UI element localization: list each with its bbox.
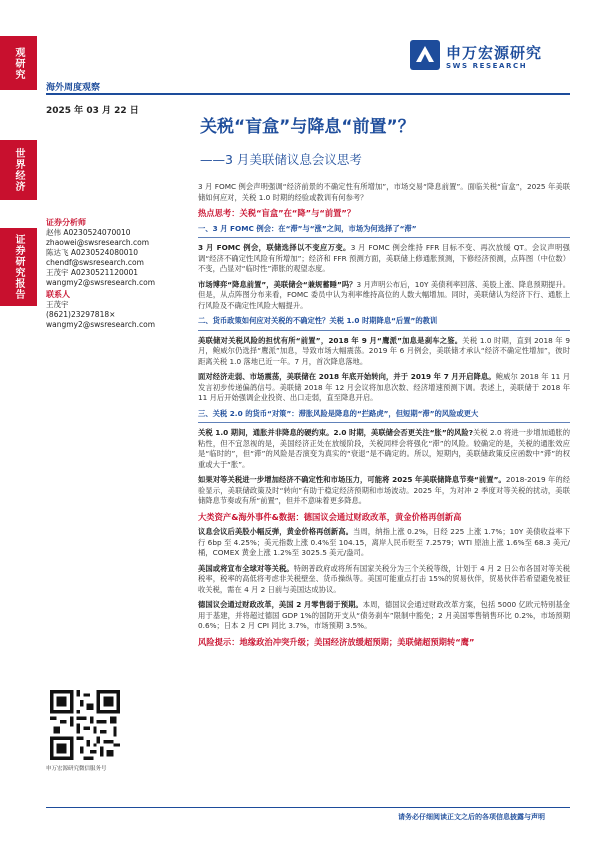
footer-divider [46,807,570,808]
analyst-email[interactable]: zhaowei@swsresearch.com [46,238,150,247]
sidebar-tag-world-economy: 世界经济 [0,140,37,200]
paragraph [198,372,570,404]
analyst-panel [46,218,186,330]
hot-topic-heading: 热点思考：关税“盲盒”在“降”与“前置”？ [198,208,356,218]
contact-email[interactable]: wangmy2@swsresearch.com [46,320,156,329]
paragraph-text: 特朗普政府或将所有国家关税分为三个关税等级，计划于 4 月 2 日公布各国对等关税税率，税率的高低将考虑非关税壁垒、货币操纵等。美国可能重点打击 15%的贸易伙伴，贸易伙伴若希望避免被征收关税，需在 4 月 2 日前与美国达成协议。 [198,563,570,594]
paragraph-text: 关税 1.0 时期，直到 2018 年 9 月，鲍威尔仍选择“鹰派”加息，导致市场大幅震荡。2019 年 6 月例会，美联储才承认“经济不确定性增加”，彼时距离关税 1.0 落地已近一年。7 月，首次降息落地。 [198,335,570,366]
section-divider [198,422,570,423]
risk-warning [198,637,570,649]
paragraph-lead: 面对经济走弱、市场震荡，美联储在 2018 年底开始转向，并于 2019 年 7 月开启降息。 [198,372,496,381]
sidebar-tag-securities-report: 证券研究报告 [0,228,37,306]
paragraph-text: 3 月 FOMC 例会维持 FFR 目标不变、再次放缓 QT。会议声明强调“经济不确定性风险有所增加”；经济和 FFR 预测方面，美联储上修通胀预测，下修经济预测，点阵图（中位数）不变，凸显对“临时性”滞胀的观望态度。 [198,243,570,273]
paragraph-lead: 如果对等关税进一步增加经济不确定性和市场压力，可能将 2025 年美联储降息节奏“前置”。 [198,475,506,484]
major-assets-heading: 大类资产&海外事件&数据：德国议会通过财政改革，黄金价格再创新高 [198,511,462,522]
qr-caption: 申万宏源研究微信服务号 [46,766,107,772]
analyst-email[interactable]: wangmy2@swsresearch.com [46,278,156,287]
risk-text: 地缘政治冲突升级；美国经济放缓超预期；美联储超预期转“鹰” [239,636,475,647]
paragraph [198,564,570,596]
paragraph-text: 3 月声明公布后，10Y 美债利率回落、美股上涨、降息预期提升。但是，从点阵图分布来看，FOMC 委员中认为利率维持高位的人数大幅增加。同时，美联储认为经济下行、通胀上行风险及不确定性风险大幅提升。 [198,279,570,310]
intro-paragraph: 3 月 FOMC 例会声明强调“经济前景的不确定性有所增加”，市场交易“降息前置”。面临关税“盲盒”，2025 年美联储如何应对，关税 1.0 时期的经验或教训有何参考？ [198,182,570,202]
paragraph [198,243,570,275]
section-divider [198,237,570,238]
paragraph-lead: 议息会议后美股小幅反弹，黄金价格再创新高。 [198,527,354,536]
analyst-line: 王茂宇 A0230521120001 [46,268,139,277]
analyst-line: 赵伟 A0230524070010 [46,228,131,237]
logo-mark-icon [410,40,440,70]
paragraph-lead: 市场博弈“降息前置”，美联储会“兼规蓄睡”吗？ [198,279,357,289]
company-logo [410,36,570,80]
analyst-line: 陈达飞 A0230524080010 [46,248,139,257]
report-type: 海外周度观察 [46,83,101,93]
contact-line: 王茂宇 [46,300,69,309]
logo-text-cn: 申万宏源研究 [446,44,543,62]
section-divider [198,330,570,331]
paragraph-lead: 3 月 FOMC 例会，联储选择以不变应万变。 [198,243,351,252]
paragraph [198,475,570,507]
risk-label: 风险提示： [198,636,240,647]
logo-text-en: SWS RESEARCH [446,62,528,70]
paragraph-lead: 德国议会通过财政改革，美国 2 月零售弱于预期。 [198,600,363,609]
report-body [198,182,570,653]
qr-code-icon [50,690,120,760]
paragraph-text: 本周，德国议会通过财政改革方案，包括 5000 亿欧元特别基金用于基建，并将超过德国 GDP 1%的国防开支从“债务刹车”限制中豁免；2 月美国零售销售环比 0.2%，市场预期 0.6%；日本 2 月 CPI 同比 3.7%，市场预期 3.5%。 [198,600,570,630]
section-1-heading: 一、3 月 FOMC 例会：在“滞”与“涨”之间，市场为何选择了“滞” [198,223,417,233]
sidebar-tag-research: 观研究 [0,36,37,90]
contact-phone: (8621)23297818× [46,310,116,319]
paragraph-text: 鲍威尔 2018 年 11 月发言初步传递偏鸽信号。美联储 2018 年 12 月会议将加息次数、经济增速预测下调。表述上，美联储于 2018 年 11 月后开始强调企业投资、出口走弱，直至降息开启。 [198,372,570,402]
footer-disclaimer: 请务必仔细阅读正文之后的各项信息披露与声明 [398,813,545,821]
paragraph [198,280,570,312]
paragraph-text: 当周，纳指上涨 0.2%，日经 225 上涨 1.7%；10Y 美债收益率下行 6bp 至 4.25%；美元指数上涨 0.4%至 104.15，离岸人民币贬至 7.2579；WTI 原油上涨 1.6%至 68.3 美元/桶，COMEX 黄金上涨 1.2%至 3025.5 美元/盎司。 [198,527,571,557]
paragraph-lead: 关税 1.0 期间，通胀并非降息的硬约束。2.0 时期，美联储会否更关注“胀”的风险? [198,428,473,437]
contact-heading: 联系人 [46,290,70,299]
section-2-heading: 二、货币政策如何应对关税的不确定性？关税 1.0 时期降息“后置”的教训 [198,316,438,325]
section-3-heading: 三、关税 2.0 的货币“对策”：滞胀风险是降息的“拦路虎”，但短期“滞”的风险或更大 [198,408,479,418]
report-date: 2025 年 03 月 22 日 [46,106,139,116]
sidebar [0,0,37,841]
analysts-heading: 证券分析师 [46,218,86,227]
paragraph-text: 2018-2019 年的经验显示，美联储政策及时“转向”有助于稳定经济预期和市场波动。2025 年，为对冲 2 季度对等关税的扰动，美联储降息节奏或有所“前置”，但并不意味着更多降息。 [198,475,571,505]
analyst-email[interactable]: chendf@swsresearch.com [46,258,144,267]
header-divider [46,93,570,95]
report-subtitle: ——3 月美联储议息会议思考 [200,152,362,167]
paragraph-lead: 美国或将宣布全球对等关税。 [198,563,294,573]
paragraph-text: 关税 2.0 将进一步增加通胀的粘性，但不宜忽视的是，美国经济正处在放缓阶段，关税同样会将强化“滞”的风险。较确定的是，关税的通胀效应是“临时的”，但“滞”的风险是否演变为真实的“衰退”是不确定的。所以，短期内，美联储政策反应函数中“滞”的权重或大于“胀”。 [198,428,571,469]
paragraph [198,336,570,368]
report-title: 关税“盲盒”与降息“前置”？ [200,117,415,137]
paragraph [198,428,570,470]
paragraph [198,600,570,632]
paragraph [198,527,570,559]
paragraph-lead: 美联储对关税风险的担忧有所“前置”，2018 年 9 月“鹰派”加息是刹车之鉴。 [198,335,463,345]
